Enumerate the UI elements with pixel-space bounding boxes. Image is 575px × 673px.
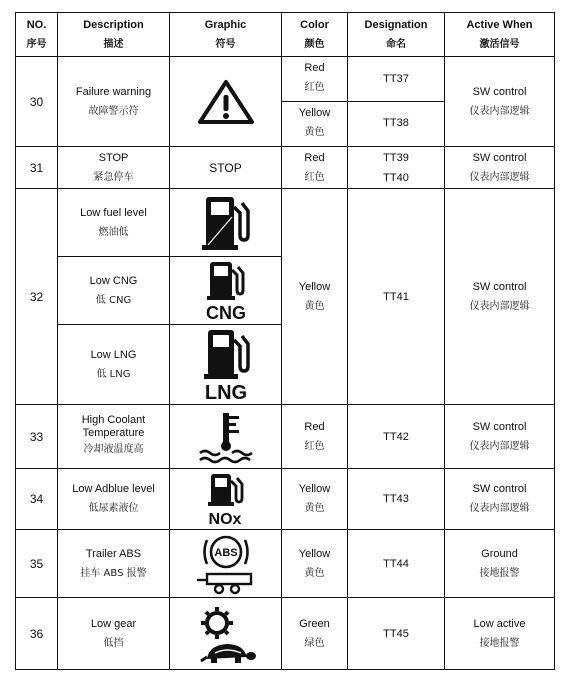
description-zh: 挂车 ABS 报警 bbox=[80, 567, 147, 579]
row-color bbox=[282, 189, 348, 405]
color-en: Green bbox=[299, 617, 330, 630]
designation-value: TT37 bbox=[348, 58, 444, 102]
description-en: Low Adblue level bbox=[72, 483, 155, 495]
table-row bbox=[16, 147, 555, 189]
active-zh: 仪表内部逻辑 bbox=[469, 440, 530, 452]
table-row bbox=[16, 405, 555, 469]
row-description bbox=[58, 469, 170, 530]
row-color bbox=[282, 530, 348, 598]
description-en: Temperature bbox=[82, 426, 145, 439]
color-zh: 红色 bbox=[304, 82, 325, 93]
row-active-when bbox=[445, 530, 555, 598]
row-description bbox=[58, 147, 170, 189]
description-en: Trailer ABS bbox=[85, 547, 142, 560]
active-zh: 接地报警 bbox=[479, 567, 520, 579]
description-en: Low CNG bbox=[89, 274, 138, 287]
description-en: Low fuel level bbox=[80, 206, 147, 219]
row-number: 36 bbox=[16, 598, 58, 670]
abs-label: ABS bbox=[213, 546, 238, 559]
description-zh: 低 CNG bbox=[95, 294, 132, 306]
row-designation: TT42 bbox=[348, 405, 445, 469]
row-number: 33 bbox=[16, 405, 58, 469]
color-zh: 黄色 bbox=[304, 503, 325, 514]
row-number: 34 bbox=[16, 469, 58, 530]
description-en: Failure warning bbox=[75, 85, 152, 98]
description-en: STOP bbox=[98, 151, 129, 164]
color-zh: 红色 bbox=[304, 440, 325, 452]
designation-value: TT39 bbox=[383, 151, 409, 164]
color-zh: 红色 bbox=[304, 171, 325, 183]
table-row bbox=[16, 469, 555, 530]
row-description bbox=[58, 405, 170, 469]
row-color bbox=[282, 147, 348, 189]
description-zh: 燃油低 bbox=[98, 226, 129, 238]
row-active-when bbox=[445, 189, 555, 405]
table-row bbox=[16, 598, 555, 670]
row-color bbox=[282, 469, 348, 530]
description-en: Low gear bbox=[90, 617, 137, 630]
description-zh: 冷却液温度高 bbox=[83, 443, 144, 455]
row-description bbox=[58, 530, 170, 598]
description-en: Low LNG bbox=[90, 348, 137, 361]
stop-text-graphic: STOP bbox=[170, 147, 282, 189]
active-en: Low active bbox=[473, 617, 526, 630]
description-zh: 低尿素液位 bbox=[88, 503, 139, 514]
color-en: Yellow bbox=[298, 280, 331, 293]
active-en: SW control bbox=[472, 483, 527, 495]
designation-value: TT40 bbox=[383, 171, 409, 184]
active-en: SW control bbox=[472, 420, 527, 433]
active-zh: 仪表内部逻辑 bbox=[469, 105, 530, 117]
active-en: SW control bbox=[472, 85, 527, 98]
fuel-pump-icon bbox=[170, 189, 282, 257]
adblue-nox-icon bbox=[170, 469, 282, 530]
color-en: Yellow bbox=[298, 107, 331, 119]
header-active-when: Active When 激活信号 bbox=[445, 13, 555, 57]
row-description bbox=[58, 257, 170, 325]
row-active-when bbox=[445, 405, 555, 469]
table-row bbox=[16, 189, 555, 257]
description-zh: 故障警示符 bbox=[88, 105, 139, 117]
row-color bbox=[282, 405, 348, 469]
cng-fuel-pump-icon bbox=[170, 257, 282, 325]
header-row bbox=[16, 13, 555, 57]
row-number: 30 bbox=[16, 57, 58, 147]
low-gear-turtle-icon bbox=[170, 598, 282, 670]
row-designation: TT43 bbox=[348, 469, 445, 530]
row-description bbox=[58, 598, 170, 670]
row-designation: TT41 bbox=[348, 189, 445, 405]
row-designation: TT45 bbox=[348, 598, 445, 670]
color-en: Red bbox=[304, 151, 325, 164]
row-description bbox=[58, 325, 170, 405]
coolant-temperature-icon bbox=[170, 405, 282, 469]
row-number: 31 bbox=[16, 147, 58, 189]
row-designation: TT44 bbox=[348, 530, 445, 598]
row-designation bbox=[348, 57, 445, 147]
cng-label: CNG bbox=[205, 302, 246, 322]
table-row bbox=[16, 530, 555, 598]
row-active-when bbox=[445, 147, 555, 189]
lng-fuel-pump-icon bbox=[170, 325, 282, 405]
row-active-when bbox=[445, 57, 555, 147]
header-graphic: Graphic 符号 bbox=[170, 13, 282, 57]
active-zh: 接地报警 bbox=[479, 637, 520, 649]
header-designation: Designation 命名 bbox=[348, 13, 445, 57]
color-en: Yellow bbox=[298, 483, 331, 495]
active-zh: 仪表内部逻辑 bbox=[469, 503, 530, 514]
header-color: Color 颜色 bbox=[282, 13, 348, 57]
description-en: High Coolant bbox=[81, 413, 146, 426]
warning-triangle-icon bbox=[170, 57, 282, 147]
color-zh: 绿色 bbox=[304, 637, 325, 649]
active-en: SW control bbox=[472, 280, 527, 293]
color-zh: 黄色 bbox=[304, 567, 325, 579]
row-active-when bbox=[445, 598, 555, 670]
header-no: NO. 序号 bbox=[16, 13, 58, 57]
color-zh: 黄色 bbox=[304, 300, 325, 312]
row-active-when bbox=[445, 469, 555, 530]
color-zh: 黄色 bbox=[304, 127, 325, 138]
designation-value: TT38 bbox=[383, 117, 409, 129]
table-row bbox=[16, 57, 555, 147]
header-description: Description 描述 bbox=[58, 13, 170, 57]
description-zh: 紧急停车 bbox=[93, 171, 134, 183]
nox-label: NOx bbox=[208, 511, 241, 526]
row-number: 32 bbox=[16, 189, 58, 405]
active-zh: 仪表内部逻辑 bbox=[469, 171, 530, 183]
row-description bbox=[58, 57, 170, 147]
trailer-abs-icon bbox=[170, 530, 282, 598]
color-en: Red bbox=[304, 420, 325, 433]
indicator-table bbox=[15, 12, 555, 670]
description-zh: 低挡 bbox=[103, 637, 124, 649]
description-zh: 低 LNG bbox=[96, 368, 131, 380]
row-designation bbox=[348, 147, 445, 189]
row-description bbox=[58, 189, 170, 257]
row-color bbox=[282, 57, 348, 147]
lng-label: LNG bbox=[204, 381, 247, 402]
row-color bbox=[282, 598, 348, 670]
active-zh: 仪表内部逻辑 bbox=[469, 300, 530, 312]
row-number: 35 bbox=[16, 530, 58, 598]
color-en: Red bbox=[304, 62, 325, 74]
active-en: SW control bbox=[472, 151, 527, 164]
color-en: Yellow bbox=[298, 547, 331, 560]
active-en: Ground bbox=[481, 547, 518, 560]
